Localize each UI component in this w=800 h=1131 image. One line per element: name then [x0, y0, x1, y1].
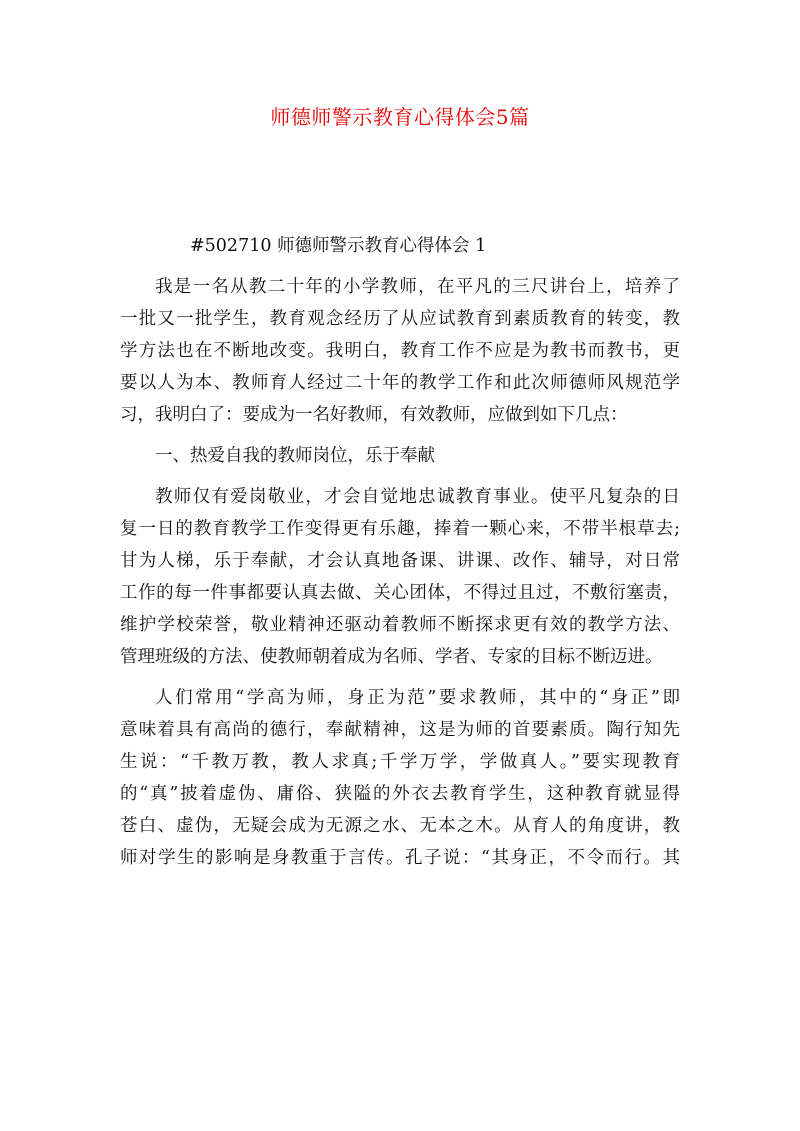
text-line: 苍白、虚伪，无疑会成为无源之水、无本之木。从育人的角度讲，教: [120, 816, 680, 836]
section-heading: [120, 230, 680, 262]
text-line: 一批又一批学生，教育观念经历了从应试教育到素质教育的转变，教: [120, 309, 680, 329]
text-line: 的“真”披着虚伪、庸俗、狭隘的外衣去教育学生，这种教育就显得: [120, 784, 680, 804]
text-line: 甘为人梯，乐于奉献，才会认真地备课、讲课、改作、辅导，对日常: [120, 551, 680, 571]
paragraph-4: [120, 682, 680, 874]
paragraph-3: [120, 481, 680, 673]
text-line: 管理班级的方法、使教师朝着成为名师、学者、专家的目标不断迈进。: [120, 647, 663, 667]
section-heading-text: #502710 师德师警示教育心得体会 1: [190, 236, 487, 256]
paragraph-2: [120, 440, 680, 472]
document-body: [120, 230, 680, 883]
text-line: 人们常用“学高为师，身正为范”要求教师，其中的“身正”即: [155, 688, 680, 708]
text-line: 意味着具有高尚的德行，奉献精神，这是为师的首要素质。陶行知先: [120, 720, 680, 740]
paragraph-1: [120, 271, 680, 431]
text-line: 工作的每一件事都要认真去做、关心团体，不得过且过，不敷衍塞责，: [120, 583, 680, 603]
text-line: 维护学校荣誉，敬业精神还驱动着教师不断探求更有效的教学方法、: [120, 615, 680, 635]
text-line: 师对学生的影响是身教重于言传。孔子说：“其身正，不令而行。其: [120, 848, 680, 868]
text-line: 习，我明白了：要成为一名好教师，有效教师，应做到如下几点：: [120, 405, 628, 425]
document-title: 师德师警示教育心得体会5篇: [270, 105, 530, 129]
text-line: 复一日的教育教学工作变得更有乐趣，捧着一颗心来，不带半根草去;: [120, 519, 680, 539]
text-line: 生说：“千教万教，教人求真;千学万学，学做真人。”要实现教育: [120, 752, 680, 772]
text-line: 学方法也在不断地改变。我明白，教育工作不应是为教书而教书，更: [120, 341, 680, 361]
text-line: 要以人为本、教师育人经过二十年的教学工作和此次师德师风规范学: [120, 373, 680, 393]
text-line: 一、热爱自我的教师岗位，乐于奉献: [155, 446, 435, 466]
text-line: 我是一名从教二十年的小学教师，在平凡的三尺讲台上，培养了: [155, 277, 680, 297]
text-line: 教师仅有爱岗敬业，才会自觉地忠诚教育事业。使平凡复杂的日: [155, 487, 680, 507]
